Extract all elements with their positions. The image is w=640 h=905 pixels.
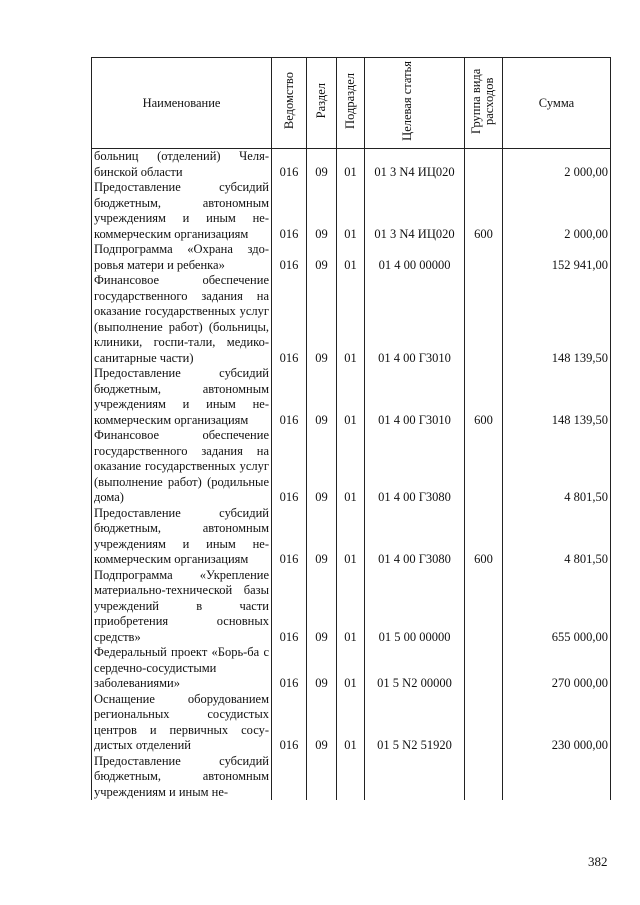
row-vedomstvo: 016	[272, 242, 307, 273]
row-summa: 148 139,50	[503, 366, 611, 428]
row-summa: 152 941,00	[503, 242, 611, 273]
row-razdel: 09	[307, 242, 337, 273]
row-vedomstvo: 016	[272, 568, 307, 646]
row-podrazdel: 01	[337, 273, 365, 366]
page-number: 382	[588, 854, 608, 869]
row-razdel: 09	[307, 428, 337, 506]
row-celevaya-statya: 01 4 00 Г3080	[365, 428, 465, 506]
row-celevaya-statya: 01 4 00 00000	[365, 242, 465, 273]
row-razdel: 09	[307, 692, 337, 754]
row-celevaya-statya	[365, 754, 465, 801]
row-vedomstvo: 016	[272, 180, 307, 242]
row-razdel: 09	[307, 645, 337, 692]
row-razdel: 09	[307, 180, 337, 242]
row-podrazdel: 01	[337, 366, 365, 428]
row-vedomstvo: 016	[272, 506, 307, 568]
row-celevaya-statya: 01 4 00 Г3080	[365, 506, 465, 568]
row-name: Предоставление субсидий бюджетным, автономным учреждениям и иным не-	[92, 754, 272, 801]
row-celevaya-statya: 01 3 N4 ИЦ020	[365, 149, 465, 181]
row-razdel: 09	[307, 568, 337, 646]
row-summa: 4 801,50	[503, 428, 611, 506]
row-name: Финансовое обеспечение государственного задания на оказание государственных услуг (выполнение работ) (родильные дома)	[92, 428, 272, 506]
row-podrazdel: 01	[337, 568, 365, 646]
row-gruppa-vida-rashodov: 600	[465, 180, 503, 242]
row-summa: 4 801,50	[503, 506, 611, 568]
row-vedomstvo: 016	[272, 428, 307, 506]
table-row	[92, 273, 611, 366]
row-gruppa-vida-rashodov: 600	[465, 366, 503, 428]
row-name: Предоставление субсидий бюджетным, автономным учреждениям и иным не-коммерческим организациям	[92, 506, 272, 568]
table-header-row	[92, 58, 611, 149]
row-gruppa-vida-rashodov	[465, 692, 503, 754]
row-podrazdel	[337, 754, 365, 801]
table-row	[92, 149, 611, 181]
row-podrazdel: 01	[337, 149, 365, 181]
row-vedomstvo: 016	[272, 645, 307, 692]
row-razdel: 09	[307, 149, 337, 181]
row-gruppa-vida-rashodov	[465, 645, 503, 692]
row-gruppa-vida-rashodov	[465, 242, 503, 273]
header-vedomstvo: Ведомство	[272, 58, 307, 149]
header-podrazdel: Подраздел	[337, 58, 365, 149]
row-summa: 655 000,00	[503, 568, 611, 646]
row-razdel: 09	[307, 506, 337, 568]
row-summa	[503, 754, 611, 801]
row-podrazdel: 01	[337, 645, 365, 692]
row-gruppa-vida-rashodov	[465, 568, 503, 646]
row-gruppa-vida-rashodov: 600	[465, 506, 503, 568]
row-summa: 2 000,00	[503, 149, 611, 181]
row-podrazdel: 01	[337, 242, 365, 273]
table-row	[92, 568, 611, 646]
row-summa: 2 000,00	[503, 180, 611, 242]
row-summa: 230 000,00	[503, 692, 611, 754]
header-celevaya-statya: Целевая статья	[365, 58, 465, 149]
table-row	[92, 366, 611, 428]
row-vedomstvo	[272, 754, 307, 801]
row-gruppa-vida-rashodov	[465, 149, 503, 181]
table-row	[92, 180, 611, 242]
row-name: Подпрограмма «Охрана здо-ровья матери и ребенка»	[92, 242, 272, 273]
table-row	[92, 754, 611, 801]
row-razdel	[307, 754, 337, 801]
table-row	[92, 692, 611, 754]
row-name: Финансовое обеспечение государственного задания на оказание государственных услуг (выполнение работ) (больницы, клиники, госпи-тали, медико-санитарные части)	[92, 273, 272, 366]
header-razdel: Раздел	[307, 58, 337, 149]
row-vedomstvo: 016	[272, 366, 307, 428]
row-podrazdel: 01	[337, 692, 365, 754]
row-gruppa-vida-rashodov	[465, 428, 503, 506]
row-name: Подпрограмма «Укрепление материально-технической базы учреждений в части приобретения основных средств»	[92, 568, 272, 646]
budget-table	[91, 57, 611, 800]
header-name: Наименование	[92, 58, 272, 149]
row-vedomstvo: 016	[272, 692, 307, 754]
row-gruppa-vida-rashodov	[465, 754, 503, 801]
row-razdel: 09	[307, 366, 337, 428]
row-podrazdel: 01	[337, 428, 365, 506]
row-vedomstvo: 016	[272, 149, 307, 181]
table-row	[92, 242, 611, 273]
row-name: Оснащение оборудованием региональных сосудистых центров и первичных сосу-дистых отделений	[92, 692, 272, 754]
row-summa: 148 139,50	[503, 273, 611, 366]
row-celevaya-statya: 01 5 N2 00000	[365, 645, 465, 692]
table-row	[92, 428, 611, 506]
row-vedomstvo: 016	[272, 273, 307, 366]
row-celevaya-statya: 01 3 N4 ИЦ020	[365, 180, 465, 242]
row-name: Предоставление субсидий бюджетным, автономным учреждениям и иным не-коммерческим организациям	[92, 180, 272, 242]
row-podrazdel: 01	[337, 180, 365, 242]
header-summa: Сумма	[503, 58, 611, 149]
row-name: Предоставление субсидий бюджетным, автономным учреждениям и иным не-коммерческим организациям	[92, 366, 272, 428]
row-podrazdel: 01	[337, 506, 365, 568]
row-razdel: 09	[307, 273, 337, 366]
row-summa: 270 000,00	[503, 645, 611, 692]
row-name: больниц (отделений) Челя-бинской области	[92, 149, 272, 181]
table-row	[92, 645, 611, 692]
row-celevaya-statya: 01 4 00 Г3010	[365, 366, 465, 428]
header-gruppa-vida-rashodov: Группа вида расходов	[465, 58, 503, 149]
row-celevaya-statya: 01 4 00 Г3010	[365, 273, 465, 366]
row-celevaya-statya: 01 5 N2 51920	[365, 692, 465, 754]
table-row	[92, 506, 611, 568]
row-gruppa-vida-rashodov	[465, 273, 503, 366]
row-name: Федеральный проект «Борь-ба с сердечно-сосудистыми заболеваниями»	[92, 645, 272, 692]
row-celevaya-statya: 01 5 00 00000	[365, 568, 465, 646]
